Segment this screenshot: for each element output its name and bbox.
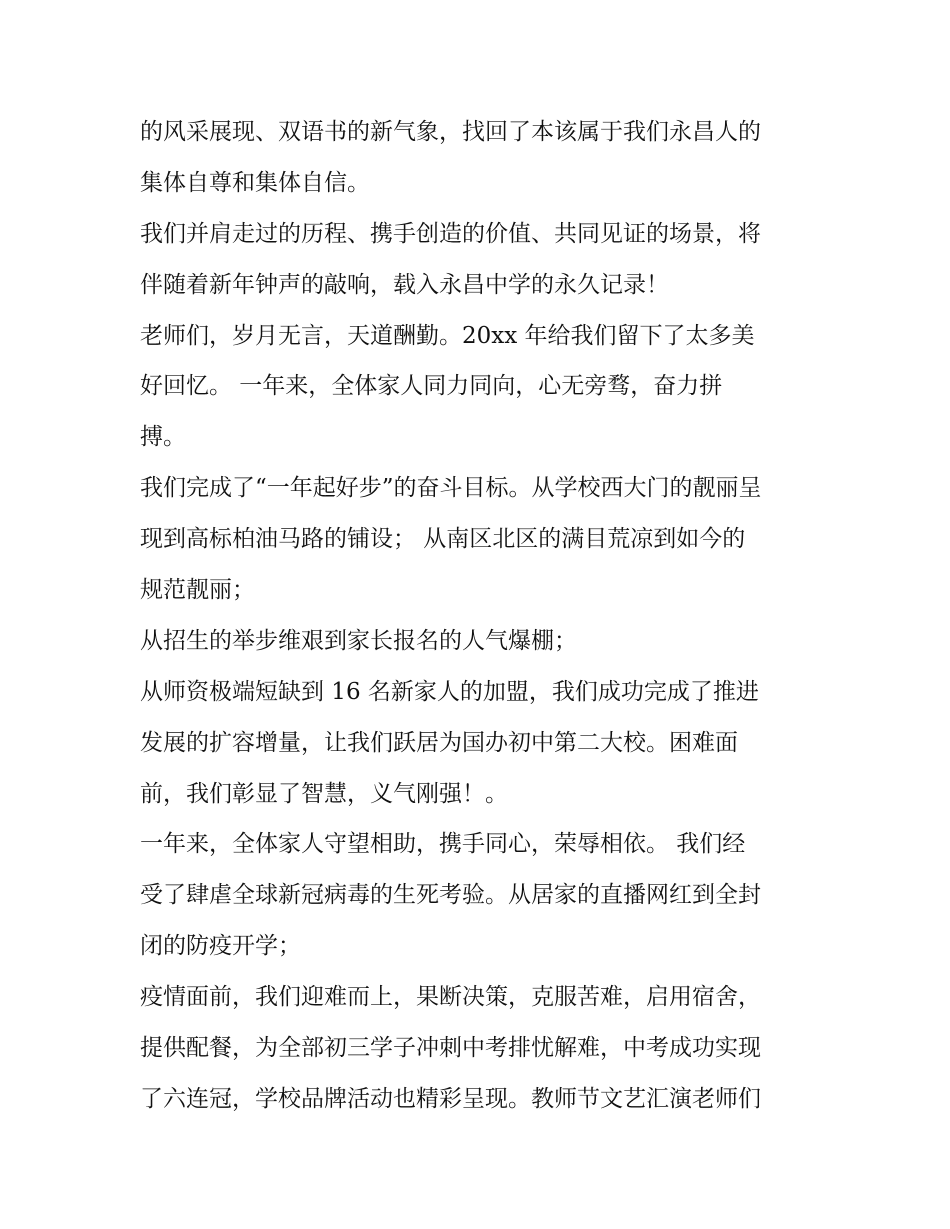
text-line: 一年来，全体家人守望相助，携手同心，荣辱相依。 我们经 xyxy=(140,831,746,858)
text-line: 了六连冠，学校品牌活动也精彩呈现。教师节文艺汇演老师们 xyxy=(140,1085,761,1112)
text-line: 前，我们彰显了智慧，义气刚强！。 xyxy=(140,780,508,807)
text-line: 集体自尊和集体自信。 xyxy=(140,169,370,196)
text-line: 的风采展现、双语书的新气象，找回了本该属于我们永昌人的 xyxy=(140,119,761,145)
text-line: 搏。 xyxy=(140,424,186,451)
text-line: 从师资极端短缺到 16 名新家人的加盟，我们成功完成了推进 xyxy=(140,678,759,705)
text-line: 闭的防疫开学； xyxy=(140,933,301,960)
text-line: 疫情面前，我们迎难而上，果断决策，克服苦难，启用宿舍， xyxy=(140,984,761,1011)
document-body xyxy=(140,107,820,1125)
text-line: 伴随着新年钟声的敲响，载入永昌中学的永久记录！ xyxy=(140,271,669,298)
text-line: 发展的扩容增量，让我们跃居为国办初中第二大校。困难面 xyxy=(140,729,738,756)
text-line: 我们完成了“一年起好步”的奋斗目标。从学校西大门的靓丽呈 xyxy=(140,475,762,502)
text-line: 现到高标柏油马路的铺设； 从南区北区的满目荒凉到如今的 xyxy=(140,526,746,553)
text-line: 从招生的举步维艰到家长报名的人气爆棚； xyxy=(140,627,577,654)
text-line: 老师们，岁月无言，天道酬勤。20xx 年给我们留下了太多美 xyxy=(140,322,755,349)
text-line: 规范靓丽； xyxy=(140,577,255,604)
text-line: 好回忆。 一年来，全体家人同力同向，心无旁骛，奋力拼 xyxy=(140,373,723,400)
text-line: 我们并肩走过的历程、携手创造的价值、共同见证的场景，将 xyxy=(140,220,761,247)
text-line: 受了肆虐全球新冠病毒的生死考验。从居家的直播网红到全封 xyxy=(140,882,761,909)
text-line: 提供配餐，为全部初三学子冲刺中考排忧解难，中考成功实现 xyxy=(140,1035,761,1062)
